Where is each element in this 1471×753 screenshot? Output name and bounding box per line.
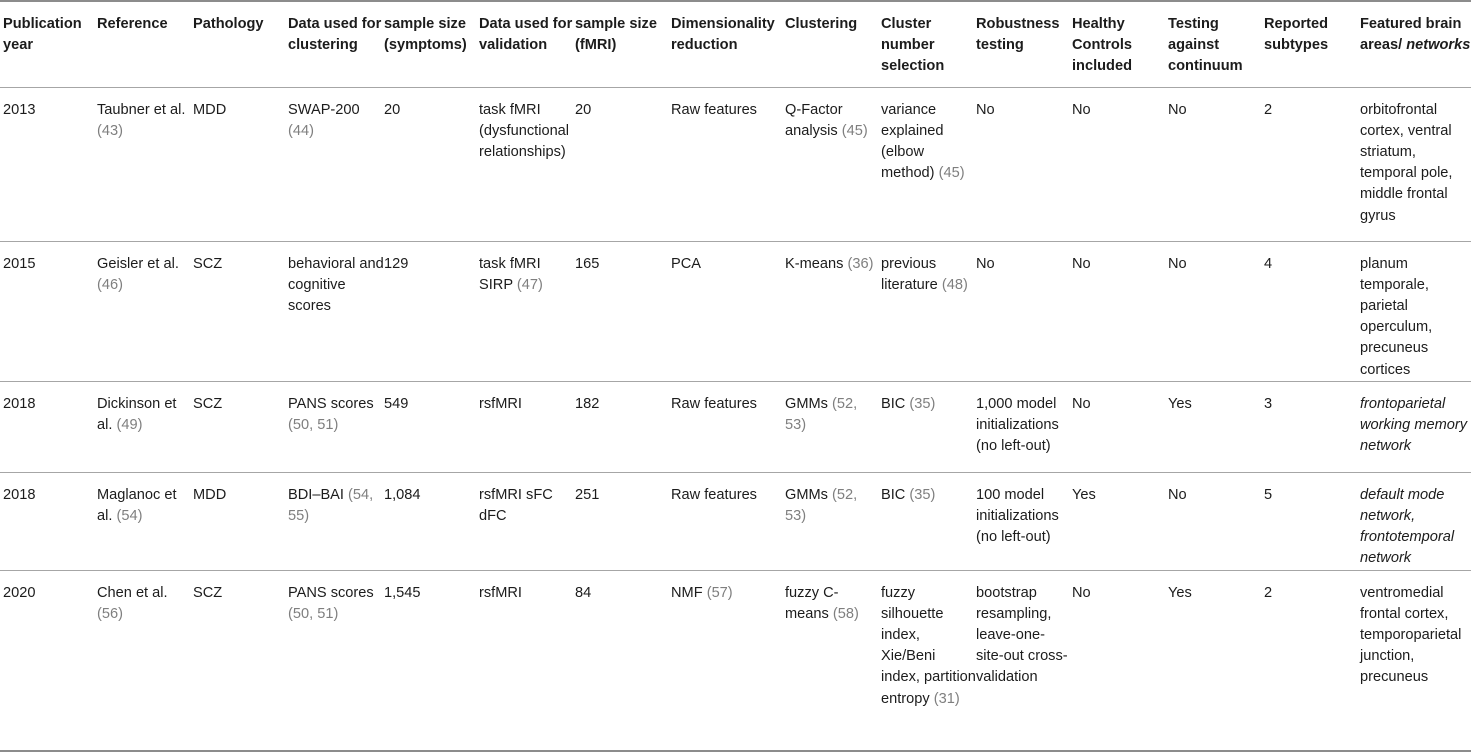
clustering-method-citation[interactable]: (52, 53)	[785, 395, 858, 433]
header-networks-italic: networks	[1406, 37, 1471, 54]
clustering-method-citation[interactable]: (52, 53)	[785, 486, 858, 524]
clustering-data-text: PANS scores	[288, 395, 374, 412]
cell-featured-brain-areas	[1360, 241, 1471, 381]
cell-reference	[97, 241, 193, 381]
cell-testing-against-continuum	[1168, 570, 1264, 751]
header-data-used-for-validation: Data used for validation	[479, 1, 575, 87]
cell-healthy-controls-included	[1072, 381, 1168, 472]
cell-sample-size-symptoms	[384, 87, 479, 241]
cell-robustness-testing	[976, 381, 1072, 472]
pathology-text: SCZ	[193, 584, 223, 601]
clustering-data-citation[interactable]: (50, 51)	[288, 605, 339, 622]
clustering-data-citation-number: 44	[292, 122, 310, 139]
cell-robustness-testing	[976, 241, 1072, 381]
healthy-controls-text: No	[1072, 101, 1091, 118]
reference-authors: Chen et al.	[97, 584, 168, 601]
cell-healthy-controls-included	[1072, 472, 1168, 570]
validation-data-citation[interactable]: (47)	[516, 276, 543, 293]
clustering-method-text: GMMs	[785, 486, 828, 503]
clustering-data-citation[interactable]: (50, 51)	[288, 416, 339, 433]
table-row	[0, 87, 1471, 241]
dimensionality-reduction-text: PCA	[671, 255, 702, 272]
sample-size-symptoms-text: 1,084	[384, 486, 421, 503]
cluster-selection-citation-number: 45	[943, 165, 960, 182]
dimensionality-reduction-text: NMF	[671, 584, 703, 601]
cell-sample-size-fmri	[575, 570, 671, 751]
robustness-text: bootstrap resampling, leave-one-site-out cross-validation	[976, 584, 1068, 686]
cell-healthy-controls-included	[1072, 241, 1168, 381]
robustness-text: 1,000 model initializations (no left-out)	[976, 395, 1059, 455]
cell-data-used-for-validation	[479, 570, 575, 751]
clustering-method-citation-number: 45	[846, 122, 863, 139]
header-featured-brain-areas	[1360, 1, 1471, 87]
reference-authors: Taubner et al.	[97, 101, 186, 118]
sample-size-fmri-text: 251	[575, 486, 600, 503]
cell-pathology	[193, 87, 288, 241]
healthy-controls-text: No	[1072, 584, 1091, 601]
clustering-method-text: K-means	[785, 255, 844, 272]
cell-data-used-for-clustering	[288, 570, 384, 751]
sample-size-symptoms-text: 129	[384, 255, 409, 272]
sample-size-fmri-text: 84	[575, 584, 592, 601]
reported-subtypes-text: 4	[1264, 255, 1273, 272]
cell-reference	[97, 472, 193, 570]
cell-clustering	[785, 570, 881, 751]
year-text: 2018	[3, 486, 36, 503]
cell-pathology	[193, 570, 288, 751]
cluster-selection-text: fuzzy silhouette index, Xie/Beni index, partition entropy	[881, 584, 976, 707]
cluster-selection-citation-number: 35	[914, 486, 931, 503]
reference-citation[interactable]: (54)	[116, 507, 143, 524]
cell-reported-subtypes	[1264, 570, 1360, 751]
clustering-method-citation[interactable]: (45)	[841, 122, 868, 139]
sample-size-fmri-text: 182	[575, 395, 600, 412]
cluster-selection-citation[interactable]: (48)	[941, 276, 968, 293]
cell-data-used-for-validation	[479, 241, 575, 381]
robustness-text: 100 model initializations (no left-out)	[976, 486, 1059, 546]
header-pathology: Pathology	[193, 1, 288, 87]
table-row	[0, 381, 1471, 472]
dimensionality-reduction-text: Raw features	[671, 486, 757, 503]
clustering-data-text: behavioral and cognitive scores	[288, 255, 384, 314]
year-text: 2020	[3, 584, 36, 601]
sample-size-symptoms-text: 549	[384, 395, 409, 412]
cell-sample-size-symptoms	[384, 472, 479, 570]
clustering-data-text: PANS scores	[288, 584, 374, 601]
cell-dimensionality-reduction	[671, 381, 785, 472]
cell-cluster-number-selection	[881, 381, 976, 472]
healthy-controls-text: No	[1072, 395, 1091, 412]
cell-healthy-controls-included	[1072, 87, 1168, 241]
year-text: 2018	[3, 395, 36, 412]
cell-data-used-for-validation	[479, 472, 575, 570]
clustering-method-text: GMMs	[785, 395, 828, 412]
sample-size-fmri-text: 20	[575, 101, 592, 118]
year-text: 2015	[3, 255, 36, 272]
reported-subtypes-text: 2	[1264, 101, 1273, 118]
cell-clustering	[785, 381, 881, 472]
cell-sample-size-fmri	[575, 241, 671, 381]
header-dimensionality-reduction: Dimensionality reduction	[671, 1, 785, 87]
header-healthy-controls-included: Healthy Controls included	[1072, 1, 1168, 87]
cell-reference	[97, 381, 193, 472]
header-reference: Reference	[97, 1, 193, 87]
table-row	[0, 241, 1471, 381]
reference-citation-number: 43	[101, 122, 119, 139]
cell-testing-against-continuum	[1168, 87, 1264, 241]
cell-clustering	[785, 241, 881, 381]
reference-citation-number: 46	[101, 276, 119, 293]
cell-publication-year	[0, 570, 97, 751]
clustering-data-text: BDI–BAI	[288, 486, 344, 503]
cell-cluster-number-selection	[881, 570, 976, 751]
cell-testing-against-continuum	[1168, 381, 1264, 472]
reference-citation[interactable]: (46)	[97, 276, 123, 293]
dimensionality-reduction-text: Raw features	[671, 395, 757, 412]
clustering-method-citation-number: 36	[852, 255, 869, 272]
continuum-text: No	[1168, 101, 1187, 118]
reference-authors: Dickinson et al.	[97, 395, 177, 433]
cluster-selection-citation-number: 48	[946, 276, 963, 293]
reference-citation[interactable]: (43)	[97, 122, 123, 139]
reference-citation[interactable]: (56)	[97, 605, 123, 622]
cluster-selection-citation[interactable]: (35)	[909, 486, 936, 503]
validation-data-text: task fMRI (dysfunctional relationships)	[479, 101, 570, 160]
year-text: 2013	[3, 101, 36, 118]
cell-sample-size-symptoms	[384, 241, 479, 381]
header-sample-size-fmri: sample size (fMRI)	[575, 1, 671, 87]
table-row	[0, 570, 1471, 751]
validation-data-text: rsfMRI sFC dFC	[479, 486, 553, 524]
cell-cluster-number-selection	[881, 241, 976, 381]
cluster-selection-citation[interactable]: (31)	[933, 690, 960, 707]
validation-data-citation-number: 47	[521, 276, 538, 293]
table-body	[0, 87, 1471, 751]
cell-reference	[97, 87, 193, 241]
cluster-selection-citation[interactable]: (35)	[909, 395, 936, 412]
cell-dimensionality-reduction	[671, 87, 785, 241]
pathology-text: MDD	[193, 486, 227, 503]
cluster-selection-citation-number: 31	[938, 690, 955, 707]
reference-citation-number: 56	[101, 605, 119, 622]
reference-authors: Geisler et al.	[97, 255, 179, 272]
cell-featured-brain-areas	[1360, 570, 1471, 751]
dimensionality-reduction-text: Raw features	[671, 101, 757, 118]
cell-reported-subtypes	[1264, 381, 1360, 472]
reference-citation-number: 54	[121, 507, 138, 524]
sample-size-fmri-text: 165	[575, 255, 600, 272]
cell-data-used-for-clustering	[288, 381, 384, 472]
continuum-text: Yes	[1168, 395, 1192, 412]
cell-data-used-for-clustering	[288, 87, 384, 241]
header-publication-year: Publication year	[0, 1, 97, 87]
cell-sample-size-symptoms	[384, 570, 479, 751]
cluster-selection-text: BIC	[881, 486, 906, 503]
dimensionality-reduction-citation[interactable]: (57)	[706, 584, 733, 601]
reference-authors: Maglanoc et al.	[97, 486, 177, 524]
reported-subtypes-text: 2	[1264, 584, 1273, 601]
cluster-selection-text: previous literature	[881, 255, 938, 293]
cell-robustness-testing	[976, 472, 1072, 570]
featured-brain-areas-text: default mode network, frontotemporal network	[1360, 486, 1455, 567]
cell-publication-year	[0, 472, 97, 570]
table-row	[0, 472, 1471, 570]
cluster-selection-citation-number: 35	[914, 395, 931, 412]
sample-size-symptoms-text: 20	[384, 101, 401, 118]
cell-robustness-testing	[976, 570, 1072, 751]
featured-brain-areas-text: planum temporale, parietal operculum, precuneus cortices	[1360, 255, 1433, 378]
cell-dimensionality-reduction	[671, 472, 785, 570]
cluster-selection-text: BIC	[881, 395, 906, 412]
clustering-data-citation-number: 54, 55	[288, 486, 374, 524]
sample-size-symptoms-text: 1,545	[384, 584, 421, 601]
header-sample-size-symptoms: sample size (symptoms)	[384, 1, 479, 87]
reference-citation-number: 49	[121, 416, 138, 433]
cell-dimensionality-reduction	[671, 570, 785, 751]
cell-featured-brain-areas	[1360, 87, 1471, 241]
cell-sample-size-fmri	[575, 472, 671, 570]
robustness-text: No	[976, 101, 995, 118]
header-clustering: Clustering	[785, 1, 881, 87]
cell-publication-year	[0, 381, 97, 472]
cell-data-used-for-clustering	[288, 241, 384, 381]
header-cluster-number-selection: Cluster number selection	[881, 1, 976, 87]
cell-sample-size-fmri	[575, 381, 671, 472]
clustering-data-citation-number: 50, 51	[292, 416, 334, 433]
pathology-text: SCZ	[193, 395, 223, 412]
clustering-method-text: Q-Factor analysis	[785, 101, 843, 139]
reported-subtypes-text: 5	[1264, 486, 1273, 503]
clustering-data-citation-number: 50, 51	[292, 605, 334, 622]
cell-testing-against-continuum	[1168, 472, 1264, 570]
cell-pathology	[193, 381, 288, 472]
clustering-data-citation[interactable]: (44)	[288, 122, 314, 139]
clustering-method-citation-number: 52, 53	[785, 395, 858, 433]
cell-publication-year	[0, 87, 97, 241]
dimensionality-reduction-citation-number: 57	[711, 584, 728, 601]
featured-brain-areas-text: frontoparietal working memory network	[1360, 395, 1468, 455]
header-testing-against-continuum: Testing against continuum	[1168, 1, 1264, 87]
cell-reported-subtypes	[1264, 87, 1360, 241]
validation-data-text: task fMRI SIRP	[479, 255, 541, 293]
featured-brain-areas-text: ventromedial frontal cortex, temporoparietal junction, precuneus	[1360, 584, 1462, 686]
cluster-selection-citation[interactable]: (45)	[938, 165, 965, 182]
header-data-used-for-clustering: Data used for clustering	[288, 1, 384, 87]
cell-data-used-for-clustering	[288, 472, 384, 570]
clustering-method-citation[interactable]: (36)	[847, 255, 874, 272]
cell-pathology	[193, 241, 288, 381]
validation-data-text: rsfMRI	[479, 584, 522, 601]
cell-clustering	[785, 87, 881, 241]
continuum-text: No	[1168, 255, 1187, 272]
cell-featured-brain-areas	[1360, 381, 1471, 472]
robustness-text: No	[976, 255, 995, 272]
cell-reference	[97, 570, 193, 751]
featured-brain-areas-text: orbitofrontal cortex, ventral striatum, temporal pole, middle frontal gyrus	[1360, 101, 1453, 224]
reference-citation[interactable]: (49)	[116, 416, 143, 433]
cell-dimensionality-reduction	[671, 241, 785, 381]
clustering-method-text: fuzzy C-means	[785, 584, 839, 622]
cell-publication-year	[0, 241, 97, 381]
continuum-text: No	[1168, 486, 1187, 503]
table-header-row	[0, 1, 1471, 87]
clustering-data-text: SWAP-200	[288, 101, 360, 118]
cell-sample-size-symptoms	[384, 381, 479, 472]
cell-clustering	[785, 472, 881, 570]
cell-cluster-number-selection	[881, 87, 976, 241]
cell-featured-brain-areas	[1360, 472, 1471, 570]
cell-healthy-controls-included	[1072, 570, 1168, 751]
validation-data-text: rsfMRI	[479, 395, 522, 412]
header-reported-subtypes: Reported subtypes	[1264, 1, 1360, 87]
header-featured-brain-areas-label: Featured brain areas/	[1360, 16, 1462, 54]
clustering-method-citation-number: 52, 53	[785, 486, 858, 524]
continuum-text: Yes	[1168, 584, 1192, 601]
healthy-controls-text: Yes	[1072, 486, 1096, 503]
cluster-selection-text: variance explained (elbow method)	[881, 101, 944, 182]
pathology-text: MDD	[193, 101, 227, 118]
cell-data-used-for-validation	[479, 381, 575, 472]
cell-testing-against-continuum	[1168, 241, 1264, 381]
cell-reported-subtypes	[1264, 241, 1360, 381]
healthy-controls-text: No	[1072, 255, 1091, 272]
cell-pathology	[193, 472, 288, 570]
reported-subtypes-text: 3	[1264, 395, 1273, 412]
cell-cluster-number-selection	[881, 472, 976, 570]
clustering-method-citation[interactable]: (58)	[832, 605, 859, 622]
header-robustness-testing: Robustness testing	[976, 1, 1072, 87]
pathology-text: SCZ	[193, 255, 223, 272]
clustering-method-citation-number: 58	[837, 605, 854, 622]
cell-data-used-for-validation	[479, 87, 575, 241]
clustering-data-citation[interactable]: (54, 55)	[288, 486, 374, 524]
cell-robustness-testing	[976, 87, 1072, 241]
cell-reported-subtypes	[1264, 472, 1360, 570]
cell-sample-size-fmri	[575, 87, 671, 241]
